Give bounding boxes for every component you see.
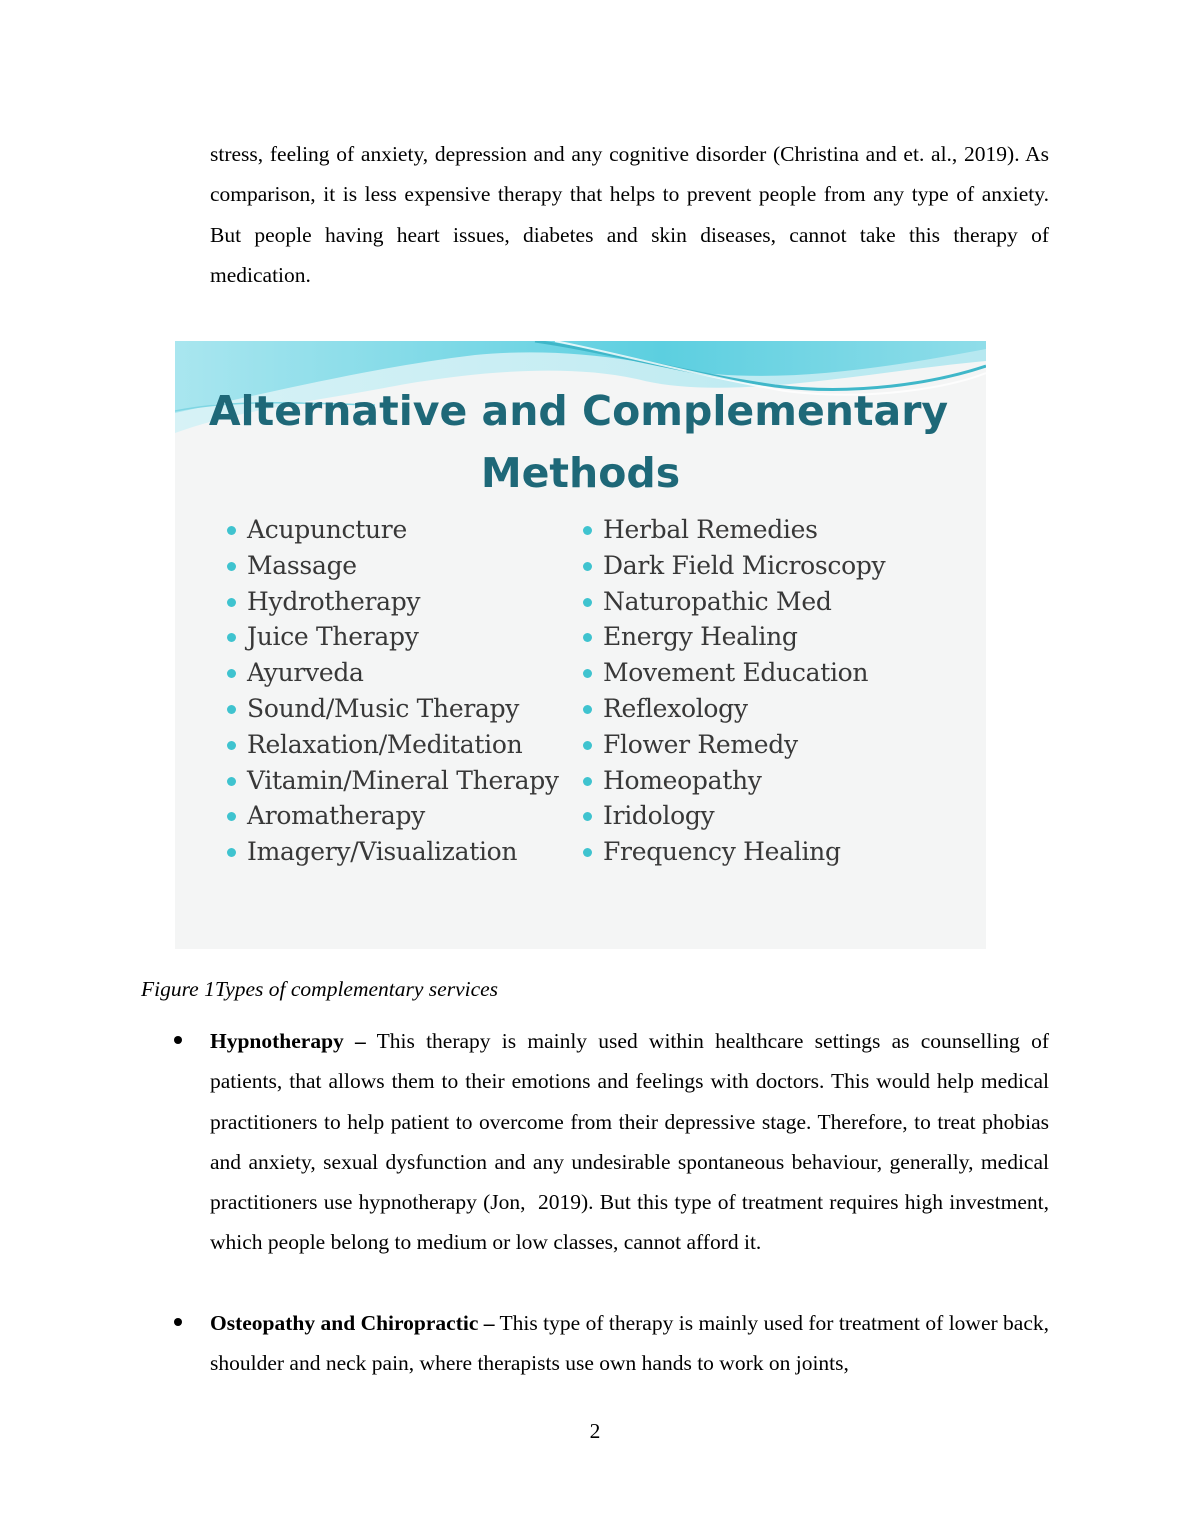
figure-caption: Figure 1Types of complementary services — [141, 977, 499, 1001]
list-item: Energy Healing — [583, 619, 885, 655]
bullet-item-hypnotherapy — [210, 1021, 1049, 1263]
figure-title-line2: Methods — [480, 449, 681, 497]
figure-title: Alternative and Complementary — [208, 387, 949, 435]
list-item: Movement Education — [583, 655, 885, 691]
list-item: Iridology — [583, 798, 885, 834]
bullet-dot — [583, 705, 592, 714]
bullet-dot — [583, 598, 592, 607]
bullet-dot — [227, 741, 236, 750]
list-item: Imagery/Visualization — [227, 834, 559, 870]
intro-paragraph: stress, feeling of anxiety, depression and any cognitive disorder (Christina and et. al., 2019). As comparison, it is less expensive therapy that helps to prevent people from any type of anxiety. But people having heart issues, diabetes and skin diseases, cannot take this therapy of medication. — [210, 142, 1049, 287]
bullet-dot — [583, 777, 592, 786]
bullet-dot — [227, 526, 236, 535]
list-item: Naturopathic Med — [583, 584, 885, 620]
list-item: Relaxation/Meditation — [227, 727, 559, 763]
left-methods-list — [227, 512, 559, 870]
list-item: Juice Therapy — [227, 619, 559, 655]
list-item: Aromatherapy — [227, 798, 559, 834]
figure-image — [175, 341, 986, 949]
list-item: Vitamin/Mineral Therapy — [227, 763, 559, 799]
right-methods-list — [583, 512, 885, 870]
bullet-dot — [583, 669, 592, 678]
list-item: Acupuncture — [227, 512, 559, 548]
bullet-dot — [227, 562, 236, 571]
bullet-dot — [583, 812, 592, 821]
list-item: Sound/Music Therapy — [227, 691, 559, 727]
bullet-dot — [227, 812, 236, 821]
list-item: Dark Field Microscopy — [583, 548, 885, 584]
bullet-dot — [227, 777, 236, 786]
bullet-dot — [583, 562, 592, 571]
list-item: Frequency Healing — [583, 834, 885, 870]
bullet-item-osteopathy — [210, 1303, 1049, 1384]
bullet-dot — [174, 1036, 182, 1044]
bullet-dot — [227, 598, 236, 607]
bullet-dot — [174, 1318, 182, 1326]
bullet-heading: Osteopathy and Chiropractic – — [210, 1311, 495, 1335]
bullet-dot — [227, 705, 236, 714]
list-item: Massage — [227, 548, 559, 584]
bullet-dot — [227, 633, 236, 642]
bullet-dot — [227, 669, 236, 678]
bullet-text: This therapy is mainly used within healthcare settings as counselling of patients, that allows them to their emotions and feelings with doctors. This would help medical practitioners to help patient to overcome from their depressive stage. Therefore, to treat phobias and anxiety, sexual dysfunction and any undesirable spontaneous behaviour, generally, medical practitioners use hypnotherapy (Jon, 2019). But this type of treatment requires high investment, which people belong to medium or low classes, cannot afford it. — [210, 1029, 1049, 1255]
bullet-text: This type of therapy is mainly used for treatment of lower back, shoulder and neck pain, where therapists use own hands to work on joints, — [210, 1311, 1049, 1376]
list-item: Flower Remedy — [583, 727, 885, 763]
list-item: Hydrotherapy — [227, 584, 559, 620]
bullet-dot — [583, 848, 592, 857]
list-item: Herbal Remedies — [583, 512, 885, 548]
bullet-dot — [583, 526, 592, 535]
bullet-dot — [227, 848, 236, 857]
bullet-dot — [583, 633, 592, 642]
list-item: Reflexology — [583, 691, 885, 727]
bullet-dot — [583, 741, 592, 750]
list-item: Homeopathy — [583, 763, 885, 799]
page-number: 2 — [589, 1419, 601, 1443]
list-item: Ayurveda — [227, 655, 559, 691]
bullet-heading: Hypnotherapy – — [210, 1029, 366, 1053]
